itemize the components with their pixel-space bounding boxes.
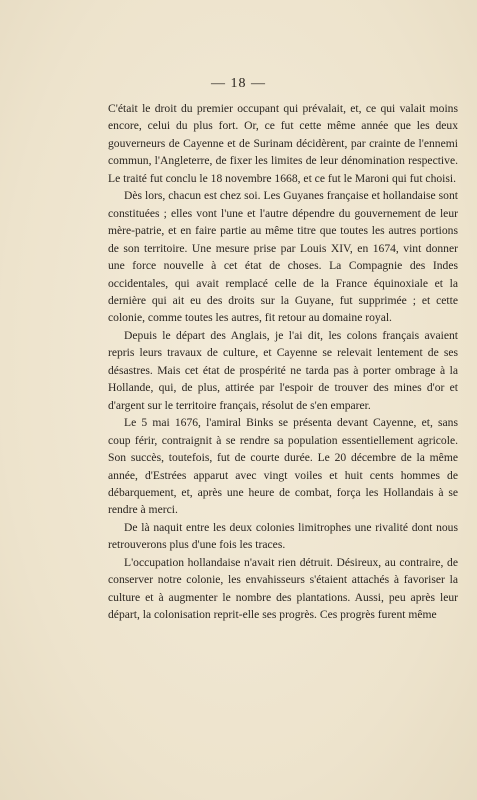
paragraph-6: L'occupation hollandaise n'avait rien détruit. Désireux, au contraire, de conserver notre colonie, les envahisseurs s'étaient attachés à favoriser la culture et à augmenter le nombre des plantations. Aussi, peu après leur départ, la colonisation reprit-elle ses progrès. Ces progrès furent même bbox=[108, 555, 458, 622]
paragraph-3: Depuis le départ des Anglais, je l'ai dit, les colons français avaient repris leurs travaux de culture, et Cayenne se relevait lentement de ses désastres. Mais cet état de prospérité ne tarda pas à porter ombrage à la Hollande, qui, de plus, attirée par l'espoir de trouver des mines d'or et d'argent sur le territoire français, résolut de s'en emparer. bbox=[108, 328, 458, 412]
body-text bbox=[108, 100, 458, 624]
paragraph-4: Le 5 mai 1676, l'amiral Binks se présenta devant Cayenne, et, sans coup férir, contraignit à se rendre sa population essentiellement agricole. Son succès, toutefois, fut de courte durée. Le 20 décembre de la même année, d'Estrées apparut avec vingt voiles et huit cents hommes de débarquement, et, après une heure de combat, força les Hollandais à se rendre à merci. bbox=[108, 416, 458, 517]
paragraph-1: C'était le droit du premier occupant qui prévalait, et, ce qui valait moins encore, celui du plus fort. Or, ce fut cette même année que les deux gouverneurs de Cayenne et de Surinam décidèrent, par crainte de l'ennemi commun, l'Angleterre, de fixer les limites de leur dénomination respective. Le traité fut conclu le 18 novembre 1668, et ce fut le Maroni qui fut choisi. bbox=[108, 102, 458, 185]
paragraph-5: De là naquit entre les deux colonies limitrophes une rivalité dont nous retrouverons plus d'une fois les traces. bbox=[108, 520, 458, 552]
page-number: — 18 — bbox=[211, 76, 266, 91]
paragraph-2: Dès lors, chacun est chez soi. Les Guyanes française et hollandaise sont constituées ; elles vont l'une et l'autre dépendre du gouvernement de leur mère-patrie, et en faire partie au même titre que toutes les autres portions de son territoire. Une mesure prise par Louis XIV, en 1674, vint donner une force nouvelle à cet état de choses. La Compagnie des Indes occidentales, qui avait remplacé celle de la France équinoxiale et la dernière qui ait eu des droits sur la Guyane, fut supprimée ; et cette colonie, comme toutes les autres, fit retour au domaine royal. bbox=[108, 189, 458, 325]
